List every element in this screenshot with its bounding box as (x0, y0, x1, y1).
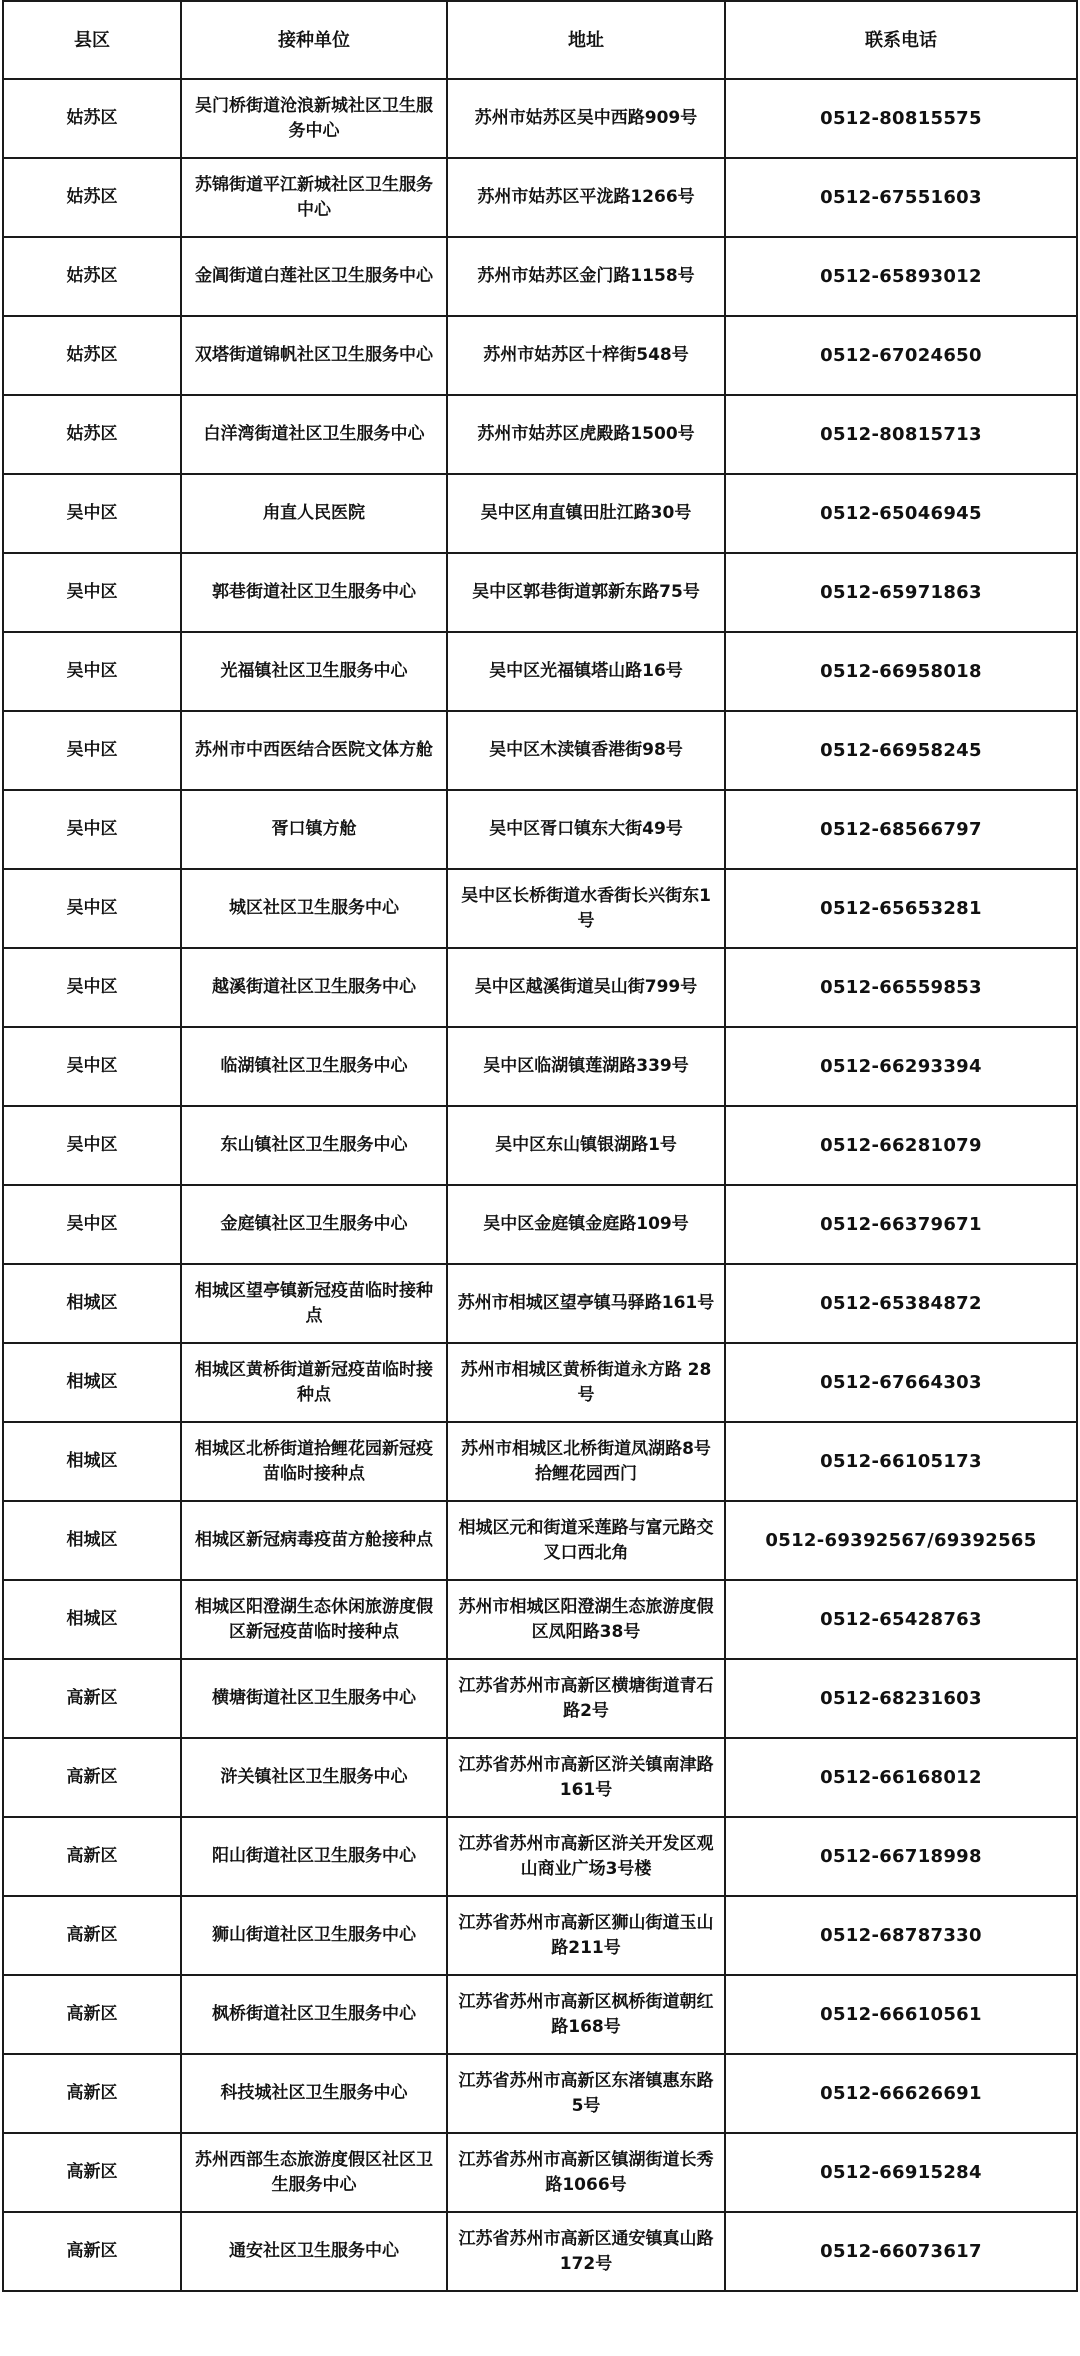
cell-county: 高新区 (3, 1659, 181, 1738)
table-row (3, 632, 1077, 711)
cell-address: 苏州市相城区北桥街道凤湖路8号拾鲤花园西门 (447, 1422, 725, 1501)
cell-address: 苏州市姑苏区金门路1158号 (447, 237, 725, 316)
table-row (3, 553, 1077, 632)
cell-phone: 0512-68231603 (725, 1659, 1077, 1738)
cell-address: 江苏省苏州市高新区枫桥街道朝红路168号 (447, 1975, 725, 2054)
cell-county: 相城区 (3, 1343, 181, 1422)
cell-unit: 光福镇社区卫生服务中心 (181, 632, 447, 711)
cell-address: 苏州市姑苏区虎殿路1500号 (447, 395, 725, 474)
cell-unit: 临湖镇社区卫生服务中心 (181, 1027, 447, 1106)
cell-unit: 胥口镇方舱 (181, 790, 447, 869)
table-row (3, 474, 1077, 553)
table-row (3, 1580, 1077, 1659)
cell-unit: 通安社区卫生服务中心 (181, 2212, 447, 2291)
cell-address: 吴中区郭巷街道郭新东路75号 (447, 553, 725, 632)
cell-county: 高新区 (3, 1896, 181, 1975)
cell-unit: 越溪街道社区卫生服务中心 (181, 948, 447, 1027)
cell-unit: 东山镇社区卫生服务中心 (181, 1106, 447, 1185)
cell-county: 吴中区 (3, 869, 181, 948)
cell-county: 吴中区 (3, 1185, 181, 1264)
table-row (3, 1975, 1077, 2054)
cell-address: 吴中区长桥街道水香街长兴街东1号 (447, 869, 725, 948)
cell-address: 江苏省苏州市高新区通安镇真山路172号 (447, 2212, 725, 2291)
cell-phone: 0512-66168012 (725, 1738, 1077, 1817)
cell-county: 吴中区 (3, 711, 181, 790)
cell-county: 姑苏区 (3, 395, 181, 474)
cell-unit: 苏锦街道平江新城社区卫生服务中心 (181, 158, 447, 237)
header-unit: 接种单位 (181, 1, 447, 79)
cell-unit: 相城区北桥街道拾鲤花园新冠疫苗临时接种点 (181, 1422, 447, 1501)
cell-address: 吴中区金庭镇金庭路109号 (447, 1185, 725, 1264)
table-row (3, 395, 1077, 474)
table-row (3, 2212, 1077, 2291)
cell-address: 苏州市相城区黄桥街道永方路 28号 (447, 1343, 725, 1422)
table-row (3, 1501, 1077, 1580)
cell-county: 高新区 (3, 2054, 181, 2133)
cell-address: 苏州市姑苏区吴中西路909号 (447, 79, 725, 158)
cell-address: 苏州市姑苏区平泷路1266号 (447, 158, 725, 237)
table-row (3, 1106, 1077, 1185)
cell-unit: 吴门桥街道沧浪新城社区卫生服务中心 (181, 79, 447, 158)
header-address: 地址 (447, 1, 725, 79)
cell-address: 吴中区光福镇塔山路16号 (447, 632, 725, 711)
cell-county: 姑苏区 (3, 158, 181, 237)
cell-phone: 0512-66718998 (725, 1817, 1077, 1896)
cell-address: 江苏省苏州市高新区横塘街道青石路2号 (447, 1659, 725, 1738)
cell-phone: 0512-66626691 (725, 2054, 1077, 2133)
cell-phone: 0512-66105173 (725, 1422, 1077, 1501)
cell-unit: 郭巷街道社区卫生服务中心 (181, 553, 447, 632)
cell-phone: 0512-65653281 (725, 869, 1077, 948)
table-body (3, 79, 1077, 2291)
cell-address: 苏州市姑苏区十梓街548号 (447, 316, 725, 395)
cell-unit: 苏州西部生态旅游度假区社区卫生服务中心 (181, 2133, 447, 2212)
cell-phone: 0512-67551603 (725, 158, 1077, 237)
cell-address: 苏州市相城区阳澄湖生态旅游度假区凤阳路38号 (447, 1580, 725, 1659)
cell-county: 吴中区 (3, 948, 181, 1027)
cell-county: 姑苏区 (3, 237, 181, 316)
table-row (3, 237, 1077, 316)
cell-county: 吴中区 (3, 474, 181, 553)
table-row (3, 948, 1077, 1027)
cell-phone: 0512-65384872 (725, 1264, 1077, 1343)
table-row (3, 2133, 1077, 2212)
cell-phone: 0512-66293394 (725, 1027, 1077, 1106)
cell-unit: 枫桥街道社区卫生服务中心 (181, 1975, 447, 2054)
cell-county: 吴中区 (3, 790, 181, 869)
cell-address: 吴中区胥口镇东大街49号 (447, 790, 725, 869)
cell-county: 吴中区 (3, 632, 181, 711)
cell-county: 吴中区 (3, 1106, 181, 1185)
cell-unit: 金庭镇社区卫生服务中心 (181, 1185, 447, 1264)
cell-unit: 城区社区卫生服务中心 (181, 869, 447, 948)
cell-phone: 0512-66073617 (725, 2212, 1077, 2291)
cell-address: 苏州市相城区望亭镇马驿路161号 (447, 1264, 725, 1343)
cell-unit: 横塘街道社区卫生服务中心 (181, 1659, 447, 1738)
table-row (3, 1343, 1077, 1422)
cell-county: 高新区 (3, 1738, 181, 1817)
cell-unit: 相城区望亭镇新冠疫苗临时接种点 (181, 1264, 447, 1343)
table-row (3, 711, 1077, 790)
header-phone: 联系电话 (725, 1, 1077, 79)
cell-county: 吴中区 (3, 553, 181, 632)
table-row (3, 79, 1077, 158)
cell-unit: 相城区新冠病毒疫苗方舱接种点 (181, 1501, 447, 1580)
cell-county: 吴中区 (3, 1027, 181, 1106)
cell-unit: 双塔街道锦帆社区卫生服务中心 (181, 316, 447, 395)
cell-phone: 0512-68787330 (725, 1896, 1077, 1975)
table-row (3, 790, 1077, 869)
table-row (3, 1422, 1077, 1501)
table-row (3, 1896, 1077, 1975)
table-row (3, 1027, 1077, 1106)
cell-unit: 科技城社区卫生服务中心 (181, 2054, 447, 2133)
table-row (3, 1185, 1077, 1264)
cell-unit: 金阊街道白莲社区卫生服务中心 (181, 237, 447, 316)
header-county: 县区 (3, 1, 181, 79)
cell-county: 高新区 (3, 2212, 181, 2291)
cell-address: 江苏省苏州市高新区狮山街道玉山路211号 (447, 1896, 725, 1975)
cell-county: 相城区 (3, 1264, 181, 1343)
cell-county: 高新区 (3, 1975, 181, 2054)
cell-phone: 0512-66379671 (725, 1185, 1077, 1264)
cell-county: 高新区 (3, 1817, 181, 1896)
cell-phone: 0512-66915284 (725, 2133, 1077, 2212)
table-row (3, 316, 1077, 395)
cell-phone: 0512-65428763 (725, 1580, 1077, 1659)
table-row (3, 869, 1077, 948)
cell-address: 吴中区东山镇银湖路1号 (447, 1106, 725, 1185)
cell-phone: 0512-66958245 (725, 711, 1077, 790)
cell-phone: 0512-69392567/69392565 (725, 1501, 1077, 1580)
table-row (3, 2054, 1077, 2133)
cell-phone: 0512-80815575 (725, 79, 1077, 158)
cell-address: 相城区元和街道采莲路与富元路交叉口西北角 (447, 1501, 725, 1580)
cell-county: 姑苏区 (3, 79, 181, 158)
cell-phone: 0512-66610561 (725, 1975, 1077, 2054)
table-row (3, 1817, 1077, 1896)
cell-unit: 狮山街道社区卫生服务中心 (181, 1896, 447, 1975)
cell-address: 江苏省苏州市高新区浒关镇南津路161号 (447, 1738, 725, 1817)
cell-phone: 0512-66559853 (725, 948, 1077, 1027)
cell-county: 相城区 (3, 1580, 181, 1659)
cell-unit: 浒关镇社区卫生服务中心 (181, 1738, 447, 1817)
cell-phone: 0512-65893012 (725, 237, 1077, 316)
cell-county: 姑苏区 (3, 316, 181, 395)
vaccination-sites-table (2, 0, 1078, 2292)
cell-phone: 0512-66958018 (725, 632, 1077, 711)
table-row (3, 1659, 1077, 1738)
cell-unit: 相城区黄桥街道新冠疫苗临时接种点 (181, 1343, 447, 1422)
cell-unit: 甪直人民医院 (181, 474, 447, 553)
cell-phone: 0512-66281079 (725, 1106, 1077, 1185)
table-row (3, 158, 1077, 237)
cell-address: 江苏省苏州市高新区浒关开发区观山商业广场3号楼 (447, 1817, 725, 1896)
cell-unit: 阳山街道社区卫生服务中心 (181, 1817, 447, 1896)
cell-unit: 苏州市中西医结合医院文体方舱 (181, 711, 447, 790)
cell-county: 高新区 (3, 2133, 181, 2212)
cell-phone: 0512-67024650 (725, 316, 1077, 395)
cell-phone: 0512-65971863 (725, 553, 1077, 632)
cell-unit: 相城区阳澄湖生态休闲旅游度假区新冠疫苗临时接种点 (181, 1580, 447, 1659)
cell-county: 相城区 (3, 1422, 181, 1501)
cell-address: 吴中区甪直镇田肚江路30号 (447, 474, 725, 553)
header-row (3, 1, 1077, 79)
cell-phone: 0512-65046945 (725, 474, 1077, 553)
cell-phone: 0512-67664303 (725, 1343, 1077, 1422)
cell-address: 吴中区临湖镇莲湖路339号 (447, 1027, 725, 1106)
table-row (3, 1738, 1077, 1817)
table-header (3, 1, 1077, 79)
cell-address: 吴中区越溪街道吴山街799号 (447, 948, 725, 1027)
cell-address: 吴中区木渎镇香港街98号 (447, 711, 725, 790)
cell-phone: 0512-68566797 (725, 790, 1077, 869)
cell-unit: 白洋湾街道社区卫生服务中心 (181, 395, 447, 474)
cell-address: 江苏省苏州市高新区东渚镇惠东路5号 (447, 2054, 725, 2133)
cell-phone: 0512-80815713 (725, 395, 1077, 474)
cell-county: 相城区 (3, 1501, 181, 1580)
table-row (3, 1264, 1077, 1343)
cell-address: 江苏省苏州市高新区镇湖街道长秀路1066号 (447, 2133, 725, 2212)
